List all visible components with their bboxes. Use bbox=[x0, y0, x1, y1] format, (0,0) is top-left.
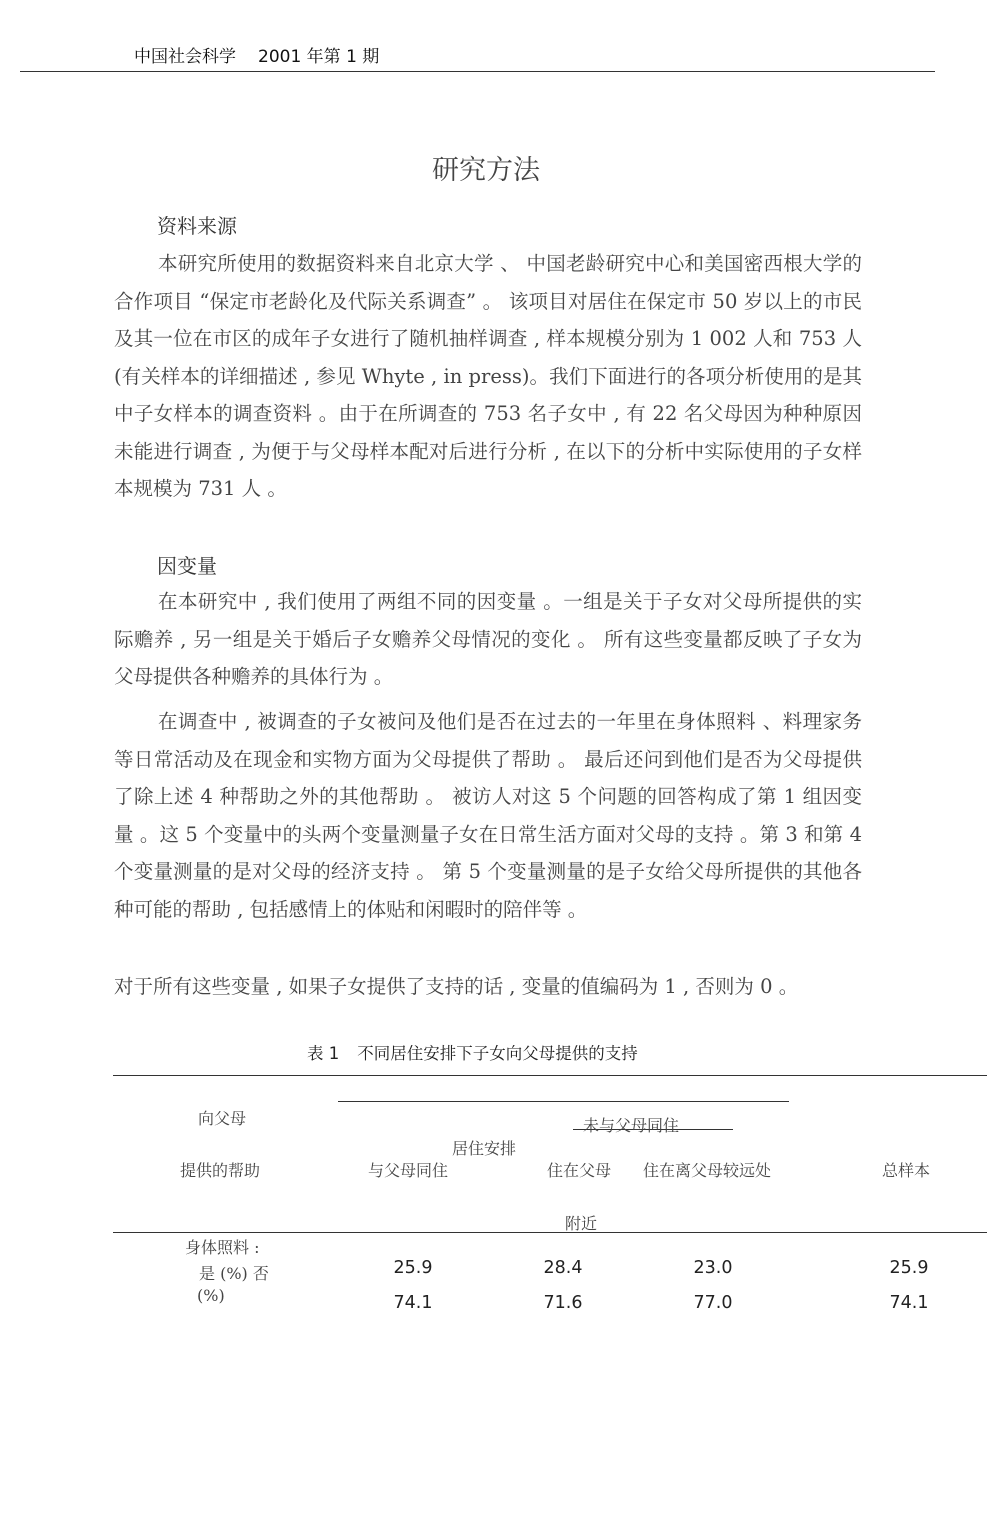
table-top-rule bbox=[113, 1075, 987, 1076]
header-help-line2: 提供的帮助 bbox=[180, 1161, 261, 1180]
cell-no-with-parents: 74.1 bbox=[393, 1293, 433, 1313]
header-not-with-parents: 未与父母同住 bbox=[583, 1116, 680, 1135]
subhead-data-source: 资料来源 bbox=[157, 214, 237, 238]
section-title: 研究方法 bbox=[432, 155, 540, 186]
paragraph-data-source: 本研究所使用的数据资料来自北京大学 、 中国老龄研究中心和美国密西根大学的合作项目 “保定市老龄化及代际关系调查” 。 该项目对居住在保定市 50 岁以上的市民及其一位在市区的成年子女进行了随机抽样调查 , 样本规模分别为 1 002 人和 753 人 (有关样本的详细描述 , 参见 Whyte , in press)。我们下面进行的各项分析使用的是其中子女样本的调查资料 。由于在所调查的 753 名子女中 , 有 22 名父母因为种种原因未能进行调查 , 为便于与父母样本配对后进行分析 , 在以下的分析中实际使用的子女样本规模为 731 人 。 bbox=[114, 252, 862, 500]
header-near-line1: 住在父母 bbox=[547, 1161, 612, 1180]
paragraph-coding: 对于所有这些变量 , 如果子女提供了支持的话 , 变量的值编码为 1 , 否则为 0 。 bbox=[114, 975, 799, 998]
issue-number: 2001 年第 1 期 bbox=[258, 47, 380, 67]
paragraph-survey-questions: 在调查中 , 被调查的子女被问及他们是否在过去的一年里在身体照料 、料理家务等日常活动及在现金和实物方面为父母提供了帮助 。 最后还问到他们是否为父母提供了除上述 4 种帮助之外的其他帮助 。 被访人对这 5 个问题的回答构成了第 1 组因变量 。这 5 个变量中的头两个变量测量子女在日常生活方面对父母的支持 。第 3 和第 4 个变量测量的是对父母的经济支持 。 第 5 个变量测量的是子女给父母所提供的其他各种可能的帮助 , 包括感情上的体贴和闲暇时的陪伴等 。 bbox=[114, 710, 862, 921]
row-label-line3: (%) bbox=[197, 1286, 225, 1305]
header-with-parents: 与父母同住 bbox=[368, 1161, 449, 1180]
cell-yes-far: 23.0 bbox=[693, 1258, 733, 1278]
header-rule bbox=[20, 71, 935, 72]
cell-yes-with-parents: 25.9 bbox=[393, 1258, 433, 1278]
header-near-line2: 附近 bbox=[565, 1214, 598, 1233]
table-header-bottom-rule bbox=[113, 1232, 987, 1233]
subhead-dependent-vars: 因变量 bbox=[157, 554, 217, 578]
row-label-line1: 身体照料 : bbox=[185, 1238, 260, 1257]
table-caption-text: 不同居住安排下子女向父母提供的支持 bbox=[357, 1044, 638, 1063]
cell-yes-total: 25.9 bbox=[889, 1258, 929, 1278]
cell-yes-near: 28.4 bbox=[543, 1258, 583, 1278]
running-header bbox=[134, 42, 379, 67]
cell-no-total: 74.1 bbox=[889, 1293, 929, 1313]
paragraph-dependent-vars: 在本研究中 , 我们使用了两组不同的因变量 。一组是关于子女对父母所提供的实际赡养 , 另一组是关于婚后子女赡养父母情况的变化 。 所有这些变量都反映了子女为父母提供各种赡养的具体行为 。 bbox=[114, 590, 862, 688]
cell-no-far: 77.0 bbox=[693, 1293, 733, 1313]
header-help-line1: 向父母 bbox=[198, 1109, 247, 1128]
row-label-line2: 是 (%) 否 bbox=[199, 1264, 269, 1283]
header-living-arrangement: 居住安排 bbox=[452, 1139, 517, 1158]
journal-name: 中国社会科学 bbox=[134, 47, 236, 67]
table-label: 表 1 bbox=[307, 1044, 340, 1063]
header-total: 总样本 bbox=[882, 1161, 931, 1180]
table-caption bbox=[307, 1040, 638, 1064]
cell-no-near: 71.6 bbox=[543, 1293, 583, 1313]
table-header-rule bbox=[338, 1101, 789, 1102]
header-far: 住在离父母较远处 bbox=[643, 1161, 772, 1180]
